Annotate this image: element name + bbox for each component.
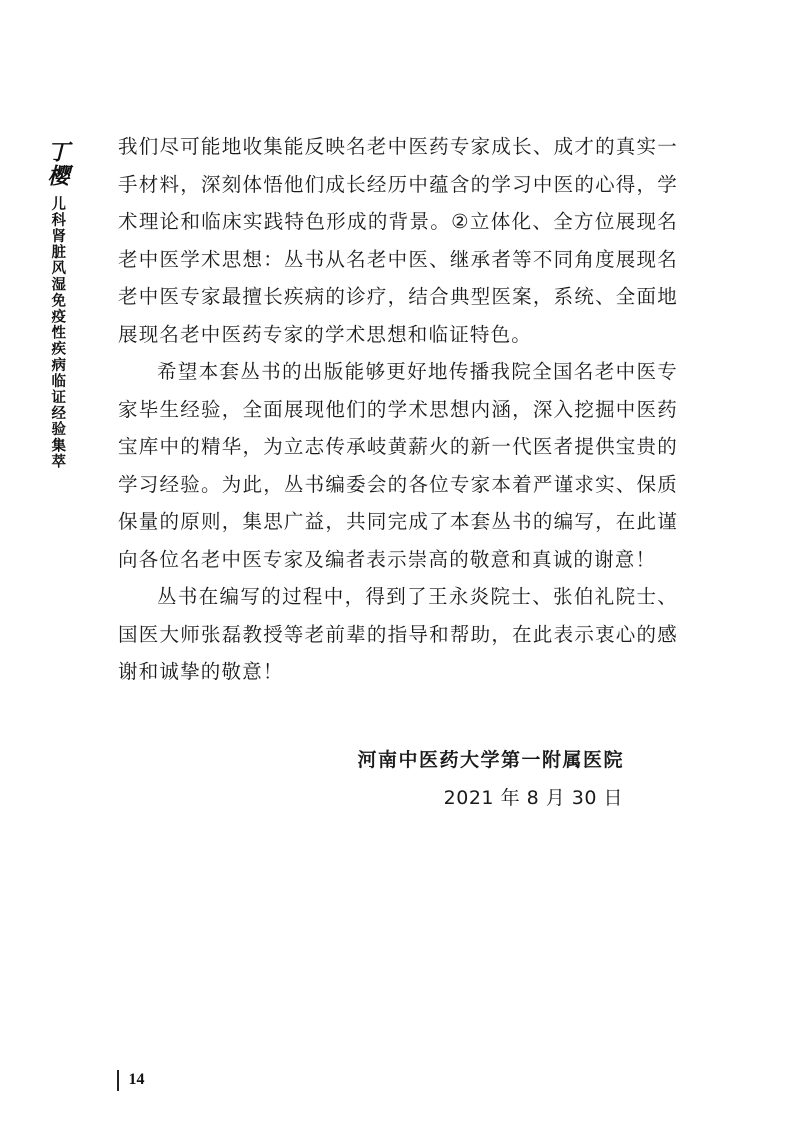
paragraph-2: 希望本套丛书的出版能够更好地传播我院全国名老中医专家毕生经验，全面展现他们的学术思想内涵，深入挖掘中医药宝库中的精华，为立志传承岐黄薪火的新一代医者提供宝贵的学习经验。为此，丛书编委会的各位专家本着严谨求实、保质保量的原则，集思广益，共同完成了本套丛书的编写，在此谨向各位名老中医专家及编者表示崇高的敬意和真诚的谢意！ (118, 360, 678, 571)
footer-divider (117, 1070, 119, 1091)
signature-block (357, 742, 624, 818)
paragraph-1: 我们尽可能地收集能反映名老中医药专家成长、成才的真实一手材料，深刻体悟他们成长经历中蕴含的学习中医的心得，学术理论和临床实践特色形成的背景。②立体化、全方位展现名老中医学术思想：丛书从名老中医、继承者等不同角度展现名老中医专家最擅长疾病的诊疗，结合典型医案，系统、全面地展现名老中医药专家的学术思想和临证特色。 (118, 135, 678, 346)
signature-organization: 河南中医药大学第一附属医院 (357, 749, 624, 771)
series-title: 儿科肾脏风湿免疫性疾病临证经验集萃 (49, 196, 66, 470)
series-brand: 丁樱 (44, 140, 70, 188)
body-text (118, 128, 678, 691)
page-number: 14 (128, 1071, 145, 1088)
page-footer (117, 1069, 145, 1091)
series-sidebar (40, 140, 74, 470)
paragraph-3: 丛书在编写的过程中，得到了王永炎院士、张伯礼院士、国医大师张磊教授等老前辈的指导和帮助，在此表示衷心的感谢和诚挚的敬意！ (118, 585, 678, 683)
signature-date: 2021 年 8 月 30 日 (443, 787, 623, 809)
